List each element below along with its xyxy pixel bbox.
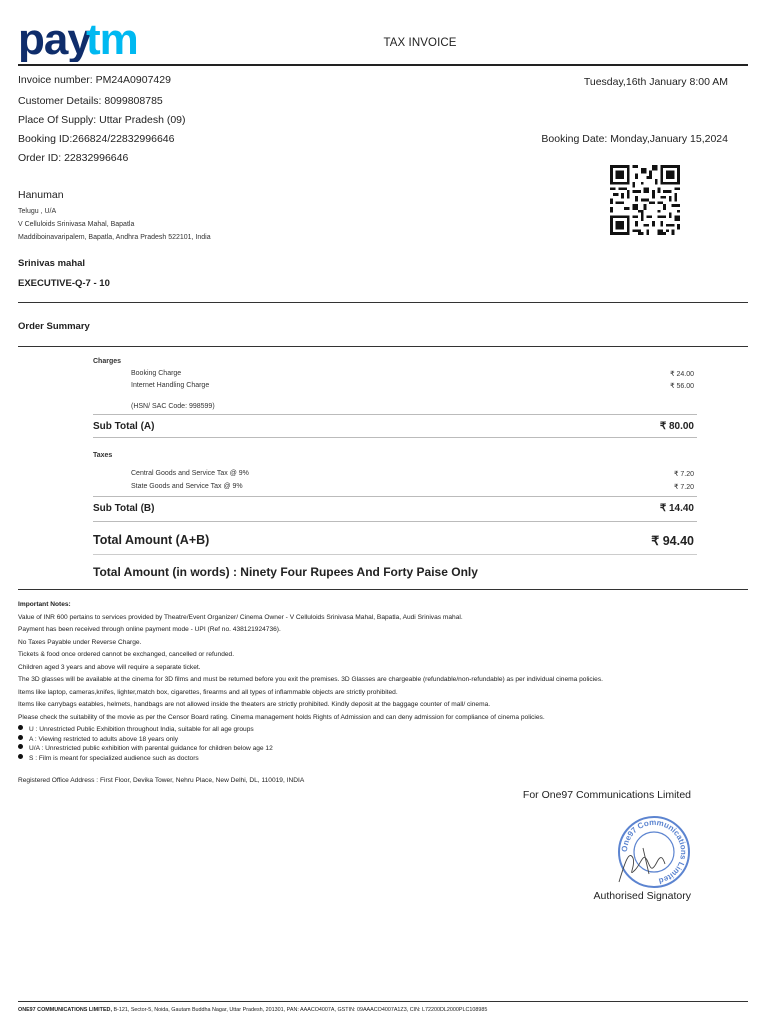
company-stamp [605,812,703,892]
bullet-icon [18,735,23,740]
movie-title: Hanuman [18,189,64,201]
table-divider [93,554,697,555]
note-line: Children aged 3 years and above will require a separate ticket. [18,663,201,671]
booking-date: Booking Date: Monday,January 15,2024 [541,133,728,145]
charge-item-amount: ₹ 24.00 [670,371,694,378]
tax-item-label: Central Goods and Service Tax @ 9% [131,470,249,477]
rating-item [18,744,273,754]
rating-item [18,735,273,745]
rating-item [18,754,273,764]
for-company-label: For One97 Communications Limited [522,789,691,801]
show-datetime: Tuesday,16th January 8:00 AM [583,76,728,88]
charge-item-label: Internet Handling Charge [131,382,210,389]
place-of-supply: Place Of Supply: Uttar Pradesh (09) [18,114,186,126]
note-line: The 3D glasses will be available at the cinema for 3D films and must be returned before you exit the premises. 3D Glasses are chargeable (refundable/non-refundable) as per individual cinema policies. [18,676,603,684]
bullet-icon [18,754,23,759]
subtotal-a-label: Sub Total (A) [93,421,155,432]
taxes-label: Taxes [93,452,113,459]
venue-address: Maddiboinavaripalem, Bapatla, Andhra Pradesh 522101, India [18,234,211,241]
note-line: Payment has been received through online payment mode - UPI (Ref no. 438121924736). [18,626,281,634]
rating-text: U : Unrestricted Public Exhibition throughout India, suitable for all age groups [29,726,254,733]
note-line: Tickets & food once ordered cannot be exchanged, cancelled or refunded. [18,651,235,659]
invoice-number: Invoice number: PM24A0907429 [18,74,171,86]
table-divider [93,437,697,438]
seat-info: EXECUTIVE-Q-7 - 10 [18,278,110,289]
registered-office-address: Registered Office Address : First Floor, Devika Tower, Nehru Place, New Delhi, DL, 110019, INDIA [18,777,305,784]
footer-text [18,1007,487,1013]
section-divider [18,589,748,590]
qr-code [610,163,680,237]
note-line: Value of INR 600 pertains to services provided by Theatre/Event Organizer/ Cinema Owner - V Celluloids Srinivasa Mahal, Bapatla, Audi Srinivas mahal. [18,614,463,621]
header-divider [18,64,748,66]
note-line: Please check the suitability of the movie as per the Censor Board rating. Cinema management holds Rights of Admission and can deny admission for compliance of cinema policies. [18,713,545,721]
order-summary-heading: Order Summary [18,321,90,332]
hsn-code: (HSN/ SAC Code: 998599) [131,403,215,410]
section-divider [18,302,748,303]
rating-item [18,725,273,735]
svg-text:One97 Communications Limited [620,818,688,886]
total-amount-label: Total Amount (A+B) [93,533,210,547]
total-amount-value: ₹ 94.40 [651,534,694,548]
footer-divider [18,1001,748,1002]
charge-item-label: Booking Charge [131,370,182,377]
subtotal-b-label: Sub Total (B) [93,503,155,514]
stamp-text: One97 Communications Limited [619,817,689,886]
tax-item-label: State Goods and Service Tax @ 9% [131,483,243,490]
tax-item-amount: ₹ 7.20 [673,471,694,478]
screen-name: Srinivas mahal [18,258,86,269]
booking-id: Booking ID:266824/22832996646 [18,133,175,145]
note-line: Items like laptop, cameras,knifes, lighter,match box, cigarettes, firearms and all types of inflammable objects are strictly prohibited. [18,688,398,696]
subtotal-a-amount: ₹ 80.00 [659,421,694,432]
important-notes-heading: Important Notes: [18,601,71,608]
bullet-icon [18,744,23,749]
rating-text: S : Film is meant for specialized audience such as doctors [29,754,199,762]
order-id: Order ID: 22832996646 [18,152,129,164]
ratings-list [18,725,273,763]
table-divider [93,496,697,497]
rating-text: A : Viewing restricted to adults above 18 years only [29,735,179,743]
authorised-signatory-label: Authorised Signatory [593,890,691,902]
footer-company-details: B-121, Sector-5, Noida, Gautam Buddha Nagar, Uttar Pradesh, 201301, PAN: AAACO4007A, GSTIN: 09AAACO4007A1Z3, CIN: L72200DL2000PLC108985 [111,1007,488,1013]
subtotal-b-amount: ₹ 14.40 [659,503,694,514]
bullet-icon [18,725,23,730]
rating-text: U/A : Unrestricted public exhibition with parental guidance for children below age 12 [29,745,273,753]
important-notes-list [18,612,603,724]
note-line: Items like carrybags eatables, helmets, handbags are not allowed inside the theaters are strictly prohibited. Kindly deposit at the baggage counter of mall/ cinema. [18,701,491,709]
charges-label: Charges [93,358,122,365]
tax-item-amount: ₹ 7.20 [673,484,694,491]
footer-company-name: ONE97 COMMUNICATIONS LIMITED, [18,1007,112,1013]
section-divider [18,346,748,347]
customer-details: Customer Details: 8099808785 [18,95,163,107]
logo-text-pay: pay [18,15,91,62]
charge-item-amount: ₹ 56.00 [670,383,694,390]
note-line: No Taxes Payable under Reverse Charge. [18,638,142,646]
table-divider [93,414,697,415]
total-amount-in-words: Total Amount (in words) : Ninety Four Rupees And Forty Paise Only [93,565,478,579]
document-title: TAX INVOICE [383,37,457,49]
table-divider [93,521,697,522]
venue-name: V Celluloids Srinivasa Mahal, Bapatla [18,221,135,228]
logo-text-tm: tm [86,15,138,62]
movie-language-rating: Telugu , U/A [18,208,57,215]
